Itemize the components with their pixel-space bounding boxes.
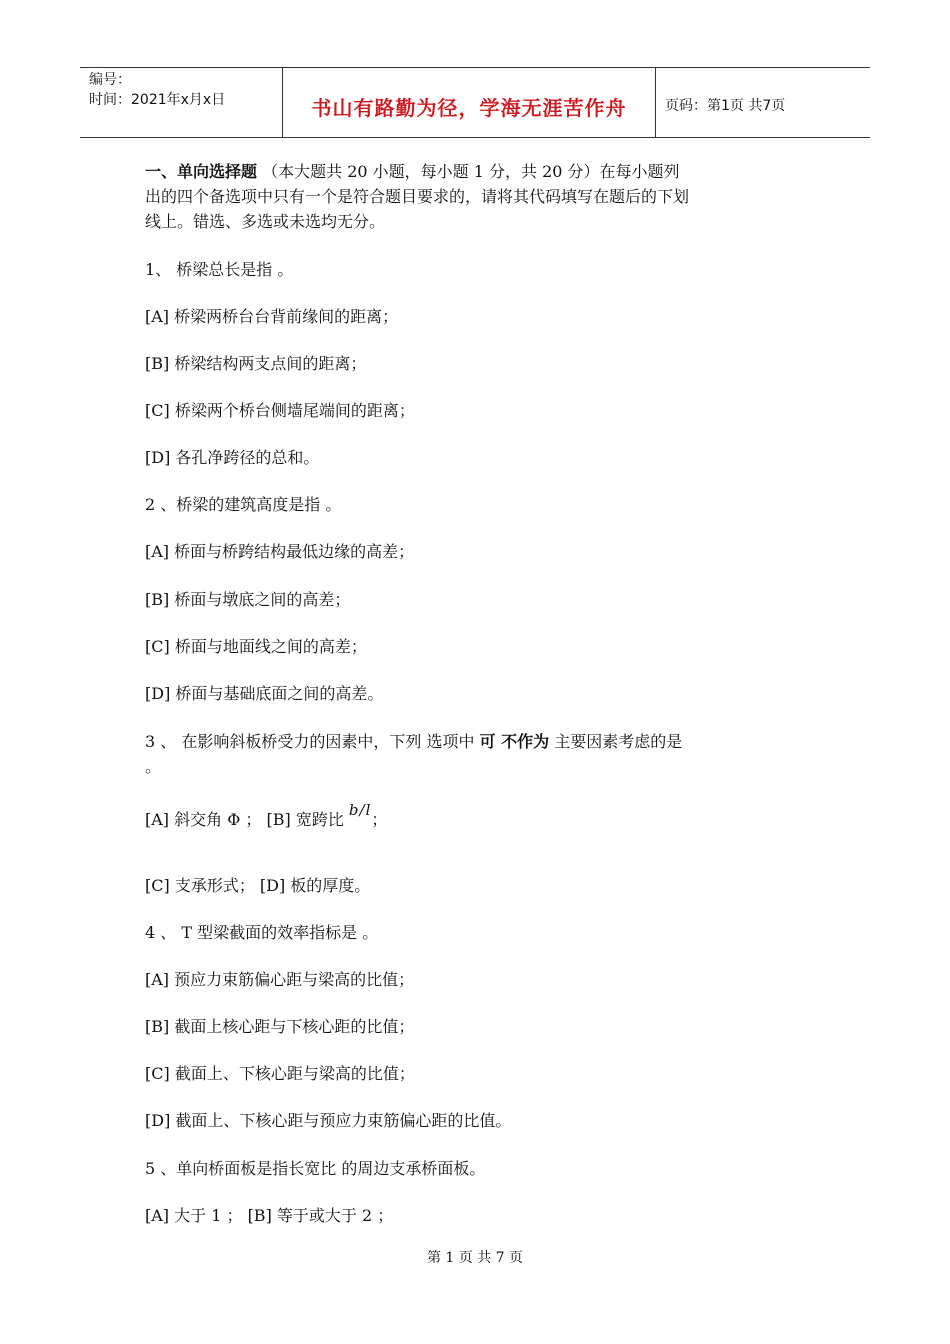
answer-option: [C] 桥面与地面线之间的高差； (145, 637, 367, 656)
question-stem: 1、 桥梁总长是指 。 (145, 260, 294, 279)
header-divider (655, 68, 656, 137)
question-stem-text: 3 、 在影响斜板桥受力的因素中，下列 选项中 (145, 732, 480, 751)
answer-option: [A] 桥梁两桥台台背前缘间的距离； (145, 307, 399, 326)
answer-option-text: ； (371, 810, 388, 829)
answer-option: [D] 桥面与基础底面之间的高差。 (145, 684, 384, 703)
question-stem: 5 、单向桥面板是指长宽比 的周边支承桥面板。 (145, 1159, 486, 1178)
header-page-info: 页码：第1页 共7页 (665, 98, 786, 114)
answer-option (145, 801, 388, 830)
question-emphasis: 可 不作为 (479, 732, 550, 751)
answer-option: [D] 各孔净跨径的总和。 (145, 448, 320, 467)
answer-option: [C] 支承形式； [D] 板的厚度。 (145, 876, 371, 895)
answer-option: [B] 截面上核心距与下核心距的比值； (145, 1017, 415, 1036)
answer-option: [B] 桥面与墩底之间的高差； (145, 590, 351, 609)
section-instructions-line: 线上。错选、多选或未选均无分。 (145, 212, 386, 231)
width-span-ratio-formula: b/l (348, 801, 372, 819)
question-stem: 4 、 T 型梁截面的效率指标是 。 (145, 923, 379, 942)
answer-option: [C] 截面上、下核心距与梁高的比值； (145, 1064, 415, 1083)
answer-option: [D] 截面上、下核心距与预应力束筋偏心距的比值。 (145, 1111, 512, 1130)
question-stem-text: 主要因素考虑的是 (549, 732, 683, 751)
section-title (145, 162, 680, 182)
answer-option: [A] 桥面与桥跨结构最低边缘的高差； (145, 542, 415, 561)
question-stem: 2 、桥梁的建筑高度是指 。 (145, 495, 342, 514)
header-motto: 书山有路勤为径，学海无涯苦作舟 (311, 96, 627, 120)
answer-option: [A] 大于 1 ； [B] 等于或大于 2 ； (145, 1206, 394, 1225)
section-instructions: （本大题共 20 小题，每小题 1 分，共 20 分）在每小题列 (262, 162, 680, 181)
answer-option-text: [A] 斜交角 Φ ； [B] 宽跨比 (145, 810, 349, 829)
document-number-label: 编号： (89, 72, 131, 88)
answer-option: [B] 桥梁结构两支点间的距离； (145, 354, 367, 373)
document-time-label: 时间：2021年x月x日 (89, 92, 226, 108)
question-stem-end: 。 (145, 757, 162, 776)
answer-option: [A] 预应力束筋偏心距与梁高的比值； (145, 970, 415, 989)
page-footer: 第 1 页 共 7 页 (426, 1250, 524, 1266)
document-header (80, 67, 870, 138)
answer-option: [C] 桥梁两个桥台侧墙尾端间的距离； (145, 401, 415, 420)
section-instructions-line: 出的四个备选项中只有一个是符合题目要求的，请将其代码填写在题后的下划 (145, 187, 690, 206)
section-heading: 一、单向选择题 (145, 162, 258, 181)
question-stem (145, 732, 682, 752)
